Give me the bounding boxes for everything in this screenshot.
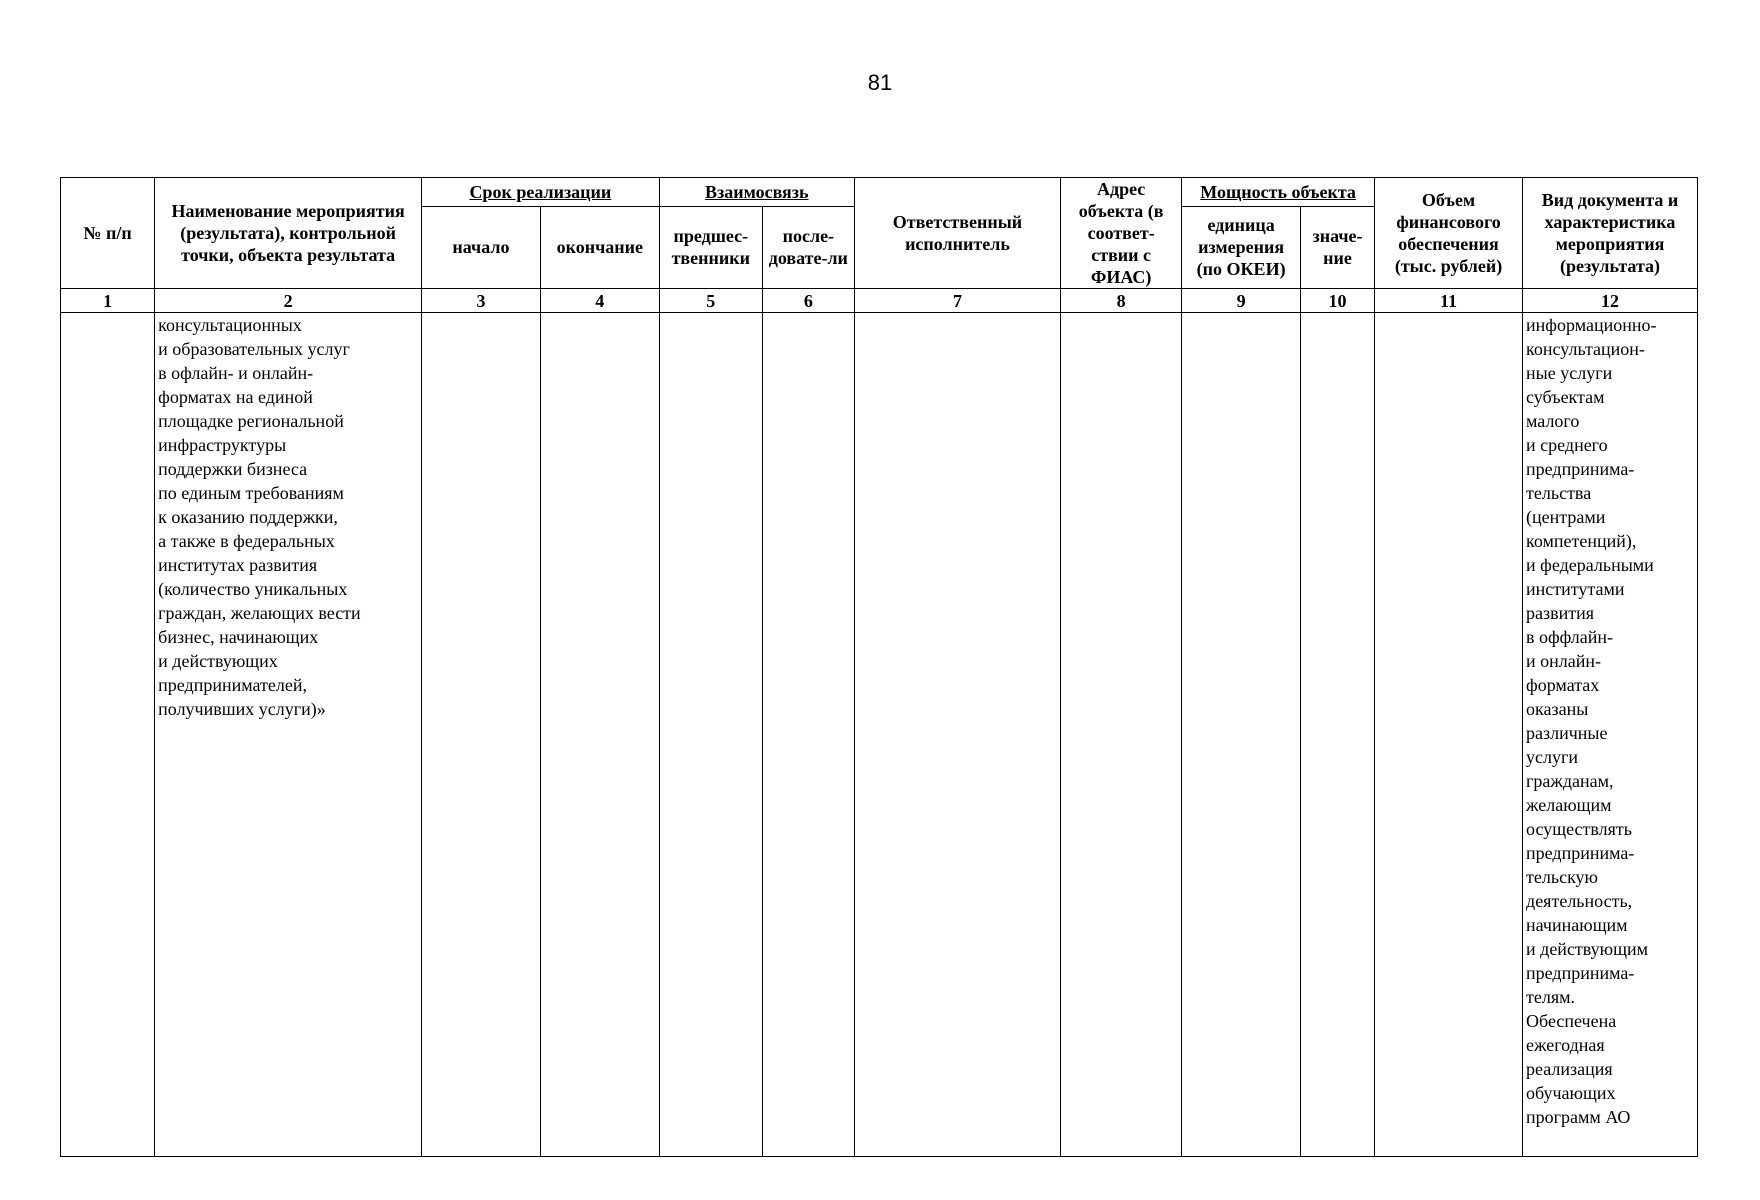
column-number: 3 <box>422 289 541 313</box>
column-number: 11 <box>1375 289 1523 313</box>
page-number: 81 <box>867 70 893 95</box>
header-successors: после-довате-ли <box>762 206 854 288</box>
header-address: Адрес объекта (в соответ-ствии с ФИАС) <box>1061 178 1182 289</box>
header-group-link: Взаимосвязь <box>659 178 854 207</box>
row-predecessors-cell <box>659 313 762 1157</box>
row-name-cell: консультационных и образовательных услуг в офлайн- и онлайн- форматах на единой площадке региональной инфраструктуры поддержки бизнеса по единым требованиям к оказанию поддержки, а также в федеральных институтах развития (количество уникальных граждан, желающих вести бизнес, начинающих и действующих предпринимателей, получивших услуги)» <box>155 313 422 1157</box>
row-number-cell <box>61 313 155 1157</box>
header-funding: Объем финансового обеспечения (тыс. рублей) <box>1375 178 1523 289</box>
column-number: 9 <box>1182 289 1301 313</box>
table-row <box>61 313 1698 1157</box>
header-end: окончание <box>540 206 659 288</box>
row-funding-cell <box>1375 313 1523 1157</box>
column-number: 5 <box>659 289 762 313</box>
row-start-cell <box>422 313 541 1157</box>
row-document-cell: информационно- консультацион- ные услуги субъектам малого и среднего предпринима- тельства (центрами компетенций), и федеральными институтами развития в оффлайн- и онлайн- форматах оказаны различные услуги гражданам, желающим осуществлять предпринима- тельскую деятельность, начинающим и действующим предпринима- телям. Обеспечена ежегодная реализация обучающих программ АО <box>1523 313 1698 1157</box>
column-number: 6 <box>762 289 854 313</box>
row-unit-cell <box>1182 313 1301 1157</box>
row-end-cell <box>540 313 659 1157</box>
column-number: 10 <box>1301 289 1375 313</box>
column-number: 12 <box>1523 289 1698 313</box>
row-address-cell <box>1061 313 1182 1157</box>
header-name: Наименование мероприятия (результата), контрольной точки, объекта результата <box>155 178 422 289</box>
column-number: 7 <box>854 289 1060 313</box>
row-successors-cell <box>762 313 854 1157</box>
column-number: 4 <box>540 289 659 313</box>
header-group-capacity: Мощность объекта <box>1182 178 1375 207</box>
plan-table <box>60 177 1698 1157</box>
row-value-cell <box>1301 313 1375 1157</box>
header-group-term: Срок реализации <box>422 178 660 207</box>
column-number-row <box>61 289 1698 313</box>
header-unit: единица измерения (по ОКЕИ) <box>1182 206 1301 288</box>
table-header <box>61 178 1698 313</box>
column-number: 2 <box>155 289 422 313</box>
column-number: 1 <box>61 289 155 313</box>
header-number: № п/п <box>61 178 155 289</box>
header-document: Вид документа и характеристика мероприятия (результата) <box>1523 178 1698 289</box>
row-responsible-cell <box>854 313 1060 1157</box>
header-start: начало <box>422 206 541 288</box>
header-predecessors: предшес-твенники <box>659 206 762 288</box>
header-value: значе-ние <box>1301 206 1375 288</box>
column-number: 8 <box>1061 289 1182 313</box>
header-responsible: Ответственный исполнитель <box>854 178 1060 289</box>
